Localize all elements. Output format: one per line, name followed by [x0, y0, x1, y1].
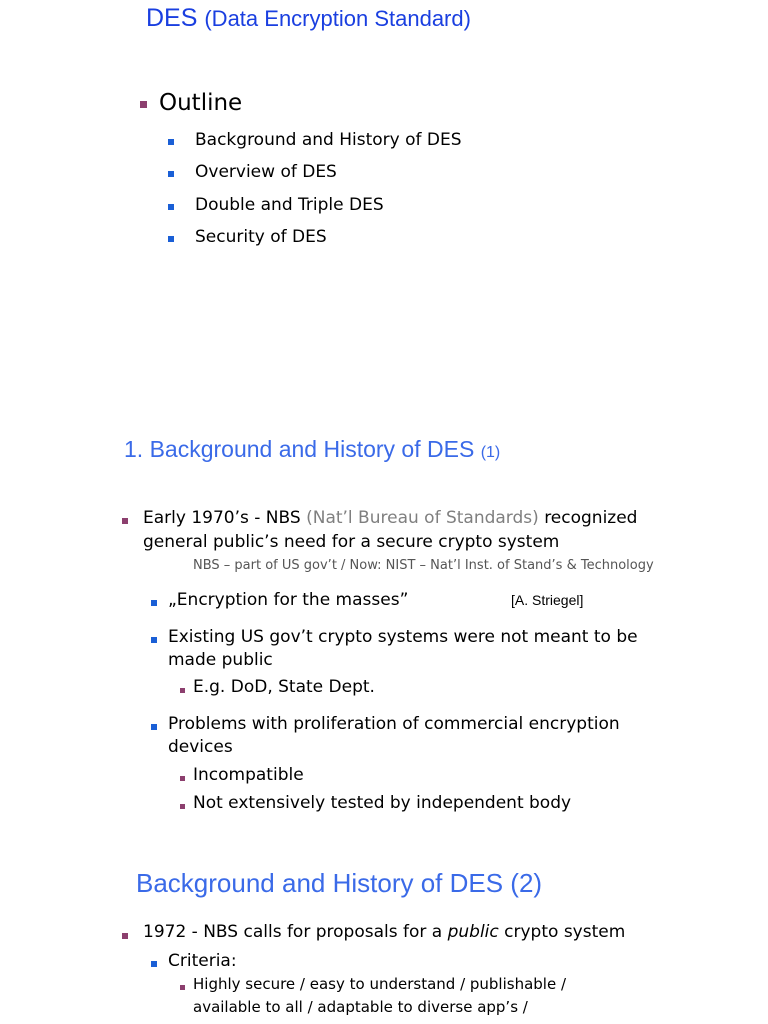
- sub-bullet: [151, 724, 157, 730]
- outline-item: Overview of DES: [195, 162, 337, 182]
- child-bullet: [180, 688, 185, 693]
- outline-item: Security of DES: [195, 227, 327, 247]
- child-bullet: [180, 985, 185, 990]
- sub-bullet: [151, 637, 157, 643]
- sub-bullet-text-line2: made public: [168, 650, 273, 670]
- outline-item-bullet: [168, 171, 174, 177]
- note-text: NBS – part of US gov’t / Now: NIST – Nat’l Inst. of Stand’s & Technology: [193, 558, 654, 573]
- slide3-title: Background and History of DES (2): [136, 868, 543, 898]
- bullet-text: [143, 922, 625, 942]
- text-run: crypto system: [504, 922, 626, 942]
- sub-bullet-text: Problems with proliferation of commercial encryption: [168, 714, 620, 734]
- bullet-text: [143, 508, 637, 528]
- bullet: [122, 933, 128, 939]
- child-bullet-text: Incompatible: [193, 765, 304, 785]
- text-run: 1972 - NBS calls for proposals for a: [143, 922, 443, 942]
- child-bullet-text: E.g. DoD, State Dept.: [193, 677, 375, 697]
- outline-label: Outline: [159, 90, 243, 116]
- bullet-text-line2: general public’s need for a secure crypto system: [143, 532, 560, 552]
- sub-bullet-text-line2: devices: [168, 737, 233, 757]
- text-run: Early 1970’s - NBS: [143, 508, 301, 528]
- slide1-title: [146, 4, 471, 33]
- citation: [A. Striegel]: [511, 592, 584, 608]
- slide2-title: [124, 436, 500, 463]
- child-bullet: [180, 776, 185, 781]
- outline-item-bullet: [168, 139, 174, 145]
- outline-item-bullet: [168, 236, 174, 242]
- child-bullet: [180, 804, 185, 809]
- text-run-italic: public: [447, 922, 499, 942]
- slide1-title-sub: (Data Encryption Standard): [204, 6, 471, 31]
- sub-bullet-text: Criteria:: [168, 951, 237, 971]
- sub-bullet: [151, 961, 157, 967]
- sub-bullet-text: „Encryption for the masses”: [168, 590, 409, 610]
- child-bullet-text: Not extensively tested by independent body: [193, 793, 572, 813]
- outline-item: Background and History of DES: [195, 130, 462, 150]
- sub-bullet: [151, 600, 157, 606]
- slide2-title-sub: (1): [480, 444, 501, 461]
- sub-bullet-text: Existing US gov’t crypto systems were not meant to be: [168, 627, 638, 647]
- slide2-title-main: 1. Background and History of DES: [124, 436, 475, 462]
- text-run-gray: (Nat’l Bureau of Standards): [306, 508, 539, 528]
- child-bullet-text-line2: available to all / adaptable to diverse app’s /: [193, 998, 528, 1016]
- child-bullet-text: Highly secure / easy to understand / publishable /: [193, 975, 567, 993]
- bullet: [122, 518, 128, 524]
- outline-item-bullet: [168, 204, 174, 210]
- slide1-title-main: DES: [146, 4, 198, 32]
- outline-bullet: [140, 101, 147, 108]
- text-run: recognized: [544, 508, 638, 528]
- outline-item: Double and Triple DES: [195, 195, 384, 215]
